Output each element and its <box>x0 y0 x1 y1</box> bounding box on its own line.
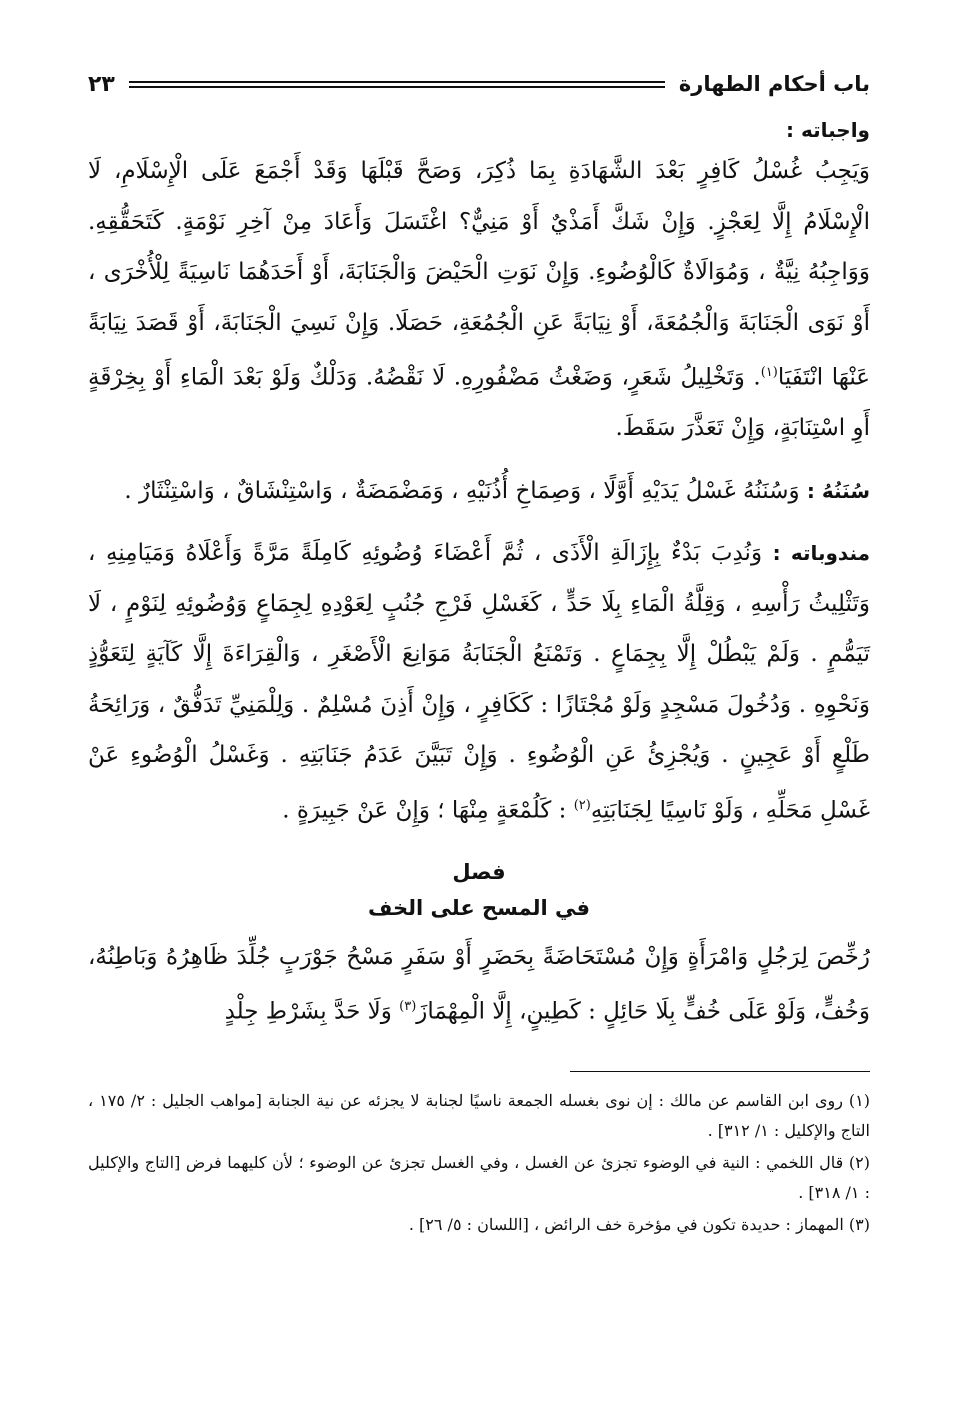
sunan-label: سُنَنُهُ : <box>806 478 870 503</box>
chapter-running-title: باب أحكام الطهارة <box>678 72 870 96</box>
khuff-section <box>88 932 870 1038</box>
khuff-body-continued: وَلَا حَدَّ بِشَرْطِ جِلْدٍ <box>224 998 400 1025</box>
khuff-text <box>88 932 870 1038</box>
recommended-body-continued: : كَلُمْعَةٍ مِنْهَا ؛ وَإِنْ عَنْ جَبِيرَةٍ . <box>282 797 574 824</box>
spacer <box>88 454 870 466</box>
sunan-section <box>88 466 870 517</box>
obligations-section <box>88 118 870 454</box>
recommended-section <box>88 528 870 836</box>
recommended-body: وَنُدِبَ بَدْءٌ بِإِزَالَةِ الْأَذَى ، ثُمَّ أَعْضَاءَ وُضُوئِهِ كَامِلَةً مَرَّةً وَأَعْلَاهُ وَمَيَامِنِهِ ، وَتَثْلِيثُ رَأْسِهِ ، وَقِلَّةُ الْمَاءِ بِلَا حَدٍّ ، كَغَسْلِ فَرْجِ جُنُبٍ لِعَوْدِهِ لِجِمَاعٍ وَوُضُوئِهِ لِنَوْمٍ ، لَا تَيَمُّمٍ . وَلَمْ يَبْطُلْ إِلَّا بِجِمَاعٍ . وَتَمْنَعُ الْجَنَابَةُ مَوَانِعَ الْأَصْغَرِ ، وَالْقِرَاءَةَ إِلَّا كَآيَةٍ لِتَعَوُّذٍ وَنَحْوِهِ . وَدُخُولَ مَسْجِدٍ وَلَوْ مُجْتَازًا : كَكَافِرٍ ، وَإِنْ أَذِنَ مُسْلِمٌ . وَلِلْمَنِيِّ تَدَفُّقٌ ، وَرَائِحَةُ طَلْعٍ أَوْ عَجِينٍ . وَيُجْزِئُ عَنِ الْوُضُوءِ . وَإِنْ تَبَيَّنَ عَدَمُ جَنَابَتِهِ . وَغَسْلُ الْوُضُوءِ عَنْ غَسْلِ مَحَلِّهِ ، وَلَوْ نَاسِيًا لِجَنَابَتِهِ <box>88 540 870 824</box>
obligations-text <box>88 146 870 454</box>
spacer <box>88 836 870 854</box>
footnote-ref-2[interactable]: (٢) <box>573 797 591 813</box>
page-number: ٢٣ <box>88 71 115 97</box>
footnote-3: (٣) المهماز : حديدة تكون في مؤخرة خف الرائض ، [اللسان : ٥/ ٢٦] . <box>408 1215 870 1235</box>
obligations-body-continued: . وَتَخْلِيلُ شَعَرٍ، وَضَغْثُ مَضْفُورِهِ. لَا نَقْضُهُ. وَدَلْكٌ وَلَوْ بَعْدَ الْمَاءِ أَوْ بِخِرْقَةٍ أَوِ اسْتِنَابَةٍ، وَإِنْ تَعَذَّرَ سَقَطَ. <box>88 364 870 442</box>
footnote-1: (١) روى ابن القاسم عن مالك : إن نوى بغسله الجمعة ناسيًا لجنابة لا يجزئه عن نية الجنابة [مواهب الجليل : ٢/ ١٧٥ ، التاج والإكليل : ١/ ٣١٢] . <box>88 1091 870 1141</box>
book-page <box>88 64 870 1363</box>
header-rule <box>129 81 665 88</box>
footnote-separator <box>570 1071 870 1072</box>
recommended-label: مندوباته : <box>772 541 871 566</box>
sunan-text <box>88 466 870 517</box>
footnote-2: (٢) قال اللخمي : النية في الوضوء تجزئ عن الغسل ، وفي الغسل تجزئ عن الوضوء ؛ لأن كليهما فرض [التاج والإكليل : ١/ ٣١٨] . <box>88 1153 870 1203</box>
footnote-ref-3[interactable]: (٣) <box>399 999 417 1015</box>
spacer <box>88 516 870 528</box>
khuff-body: رُخِّصَ لِرَجُلٍ وَامْرَأَةٍ وَإِنْ مُسْتَحَاضَةً بِحَضَرٍ أَوْ سَفَرٍ مَسْحُ جَوْرَبٍ جُلِّدَ ظَاهِرُهُ وَبَاطِنُهُ، وَخُفٍّ، وَلَوْ عَلَى خُفٍّ بِلَا حَائِلٍ : كَطِينٍ، إِلَّا الْمِهْمَازَ <box>88 943 870 1025</box>
obligations-label: واجباته : <box>786 118 870 142</box>
running-header <box>88 64 870 104</box>
sunan-body: وَسُنَنُهُ غَسْلُ يَدَيْهِ أَوَّلًا ، وَصِمَاخِ أُذُنَيْهِ ، وَمَضْمَضَةٌ ، وَاسْتِنْشَاقٌ ، وَاسْتِنْثَارٌ . <box>124 477 800 504</box>
footnotes <box>88 1086 870 1240</box>
chapter-subheading: في المسح على الخف <box>368 895 590 920</box>
chapter-heading: فصل <box>452 859 506 884</box>
recommended-text <box>88 528 870 836</box>
obligations-body: وَيَجِبُ غُسْلُ كَافِرٍ بَعْدَ الشَّهَادَةِ بِمَا ذُكِرَ، وَصَحَّ قَبْلَهَا وَقَدْ أَجْمَعَ عَلَى الْإِسْلَامِ، لَا الْإِسْلَامُ إِلَّا لِعَجْزٍ. وَإِنْ شَكَّ أَمَذْيٌ أَوْ مَنِيٌّ؟ اغْتَسَلَ وَأَعَادَ مِنْ آخِرِ نَوْمَةٍ. كَتَحَقُّقِهِ. وَوَاجِبُهُ نِيَّةٌ ، وَمُوَالَاةٌ كَالْوُضُوءِ. وَإِنْ نَوَتِ الْحَيْضَ وَالْجَنَابَةَ، أَوْ أَحَدَهُمَا نَاسِيَةً لِلْأُخْرَى ، أَوْ نَوَى الْجَنَابَةَ وَالْجُمُعَةَ، أَوْ نِيَابَةً عَنِ الْجُمُعَةِ، حَصَلَا. وَإِنْ نَسِيَ الْجَنَابَةَ، أَوْ قَصَدَ نِيَابَةً عَنْهَا انْتَفَيَا <box>88 158 870 391</box>
footnote-ref-1[interactable]: (١) <box>760 365 778 380</box>
